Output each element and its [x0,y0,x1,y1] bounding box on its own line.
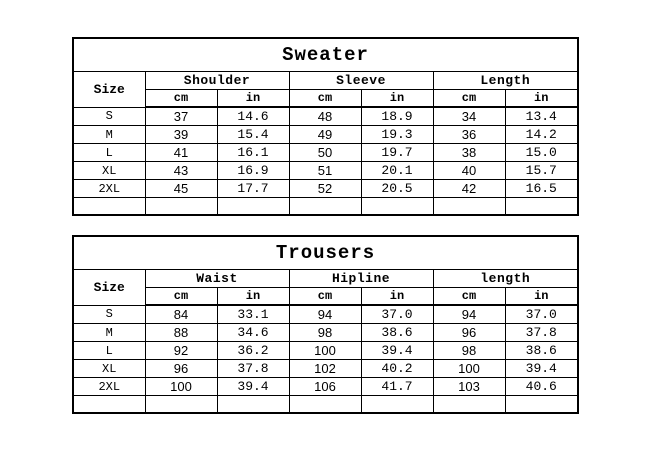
measurement-cell: 15.4 [217,126,289,144]
sweater-title: Sweater [73,38,578,72]
size-cell: L [73,144,145,162]
measurement-cell: 43 [145,162,217,180]
measurement-cell: 33.1 [217,305,289,324]
measurement-cell: 92 [145,342,217,360]
size-cell: 2XL [73,378,145,396]
measurement-cell: 49 [289,126,361,144]
table-row [73,342,578,360]
measurement-cell: 39.4 [217,378,289,396]
size-cell: XL [73,360,145,378]
table-row [73,180,578,198]
sweater-sleeve-header: Sleeve [289,72,433,90]
size-cell: XL [73,162,145,180]
measurement-cell: 88 [145,324,217,342]
measurement-cell: 38.6 [361,324,433,342]
measurement-cell: 94 [433,305,505,324]
measurement-cell: 52 [289,180,361,198]
measurement-cell: 98 [433,342,505,360]
measurement-cell: 17.7 [217,180,289,198]
measurement-cell: 96 [145,360,217,378]
measurement-cell: 41.7 [361,378,433,396]
table-row [73,144,578,162]
unit-header: cm [145,90,217,108]
measurement-cell: 84 [145,305,217,324]
size-cell: L [73,342,145,360]
measurement-cell: 98 [289,324,361,342]
measurement-cell: 19.3 [361,126,433,144]
trousers-waist-header: Waist [145,270,289,288]
measurement-cell: 100 [433,360,505,378]
measurement-cell: 36.2 [217,342,289,360]
size-cell: M [73,126,145,144]
unit-header: in [505,288,578,306]
unit-header: in [217,90,289,108]
measurement-cell: 14.6 [217,107,289,126]
size-cell: S [73,305,145,324]
sweater-shoulder-header: Shoulder [145,72,289,90]
measurement-cell: 96 [433,324,505,342]
measurement-cell: 37.8 [217,360,289,378]
measurement-cell: 40.6 [505,378,578,396]
measurement-cell: 13.4 [505,107,578,126]
measurement-cell: 39.4 [505,360,578,378]
unit-header: cm [289,288,361,306]
trousers-title: Trousers [73,236,578,270]
measurement-cell: 103 [433,378,505,396]
trousers-size-header: Size [73,270,145,306]
measurement-cell: 42 [433,180,505,198]
measurement-cell: 18.9 [361,107,433,126]
measurement-cell: 36 [433,126,505,144]
measurement-cell: 51 [289,162,361,180]
measurement-cell: 102 [289,360,361,378]
size-cell: M [73,324,145,342]
measurement-cell: 20.1 [361,162,433,180]
table-row [73,107,578,126]
measurement-cell: 37 [145,107,217,126]
measurement-cell: 15.0 [505,144,578,162]
table-row [73,162,578,180]
measurement-cell: 16.9 [217,162,289,180]
table-row [73,324,578,342]
measurement-cell: 20.5 [361,180,433,198]
blank-row [73,198,578,216]
measurement-cell: 38.6 [505,342,578,360]
measurement-cell: 50 [289,144,361,162]
table-row [73,126,578,144]
sweater-size-header: Size [73,72,145,108]
unit-header: cm [433,90,505,108]
size-cell: 2XL [73,180,145,198]
measurement-cell: 37.8 [505,324,578,342]
unit-header: in [505,90,578,108]
measurement-cell: 37.0 [505,305,578,324]
measurement-cell: 34.6 [217,324,289,342]
measurement-cell: 16.5 [505,180,578,198]
measurement-cell: 39.4 [361,342,433,360]
measurement-cell: 94 [289,305,361,324]
table-row [73,305,578,324]
blank-row [73,396,578,414]
measurement-cell: 106 [289,378,361,396]
measurement-cell: 40.2 [361,360,433,378]
sweater-length-header: Length [433,72,578,90]
measurement-cell: 100 [289,342,361,360]
unit-header: in [217,288,289,306]
trousers-hipline-header: Hipline [289,270,433,288]
unit-header: in [361,90,433,108]
sweater-rows [73,107,578,198]
measurement-cell: 38 [433,144,505,162]
measurement-cell: 15.7 [505,162,578,180]
trousers-size-table [72,235,579,414]
measurement-cell: 40 [433,162,505,180]
measurement-cell: 100 [145,378,217,396]
measurement-cell: 37.0 [361,305,433,324]
table-row [73,360,578,378]
table-row [73,378,578,396]
sweater-size-table [72,37,579,216]
measurement-cell: 39 [145,126,217,144]
measurement-cell: 48 [289,107,361,126]
unit-header: cm [289,90,361,108]
measurement-cell: 16.1 [217,144,289,162]
unit-header: cm [145,288,217,306]
measurement-cell: 34 [433,107,505,126]
unit-header: in [361,288,433,306]
measurement-cell: 45 [145,180,217,198]
unit-header: cm [433,288,505,306]
size-cell: S [73,107,145,126]
measurement-cell: 19.7 [361,144,433,162]
measurement-cell: 41 [145,144,217,162]
measurement-cell: 14.2 [505,126,578,144]
trousers-length-header: length [433,270,578,288]
trousers-rows [73,305,578,396]
